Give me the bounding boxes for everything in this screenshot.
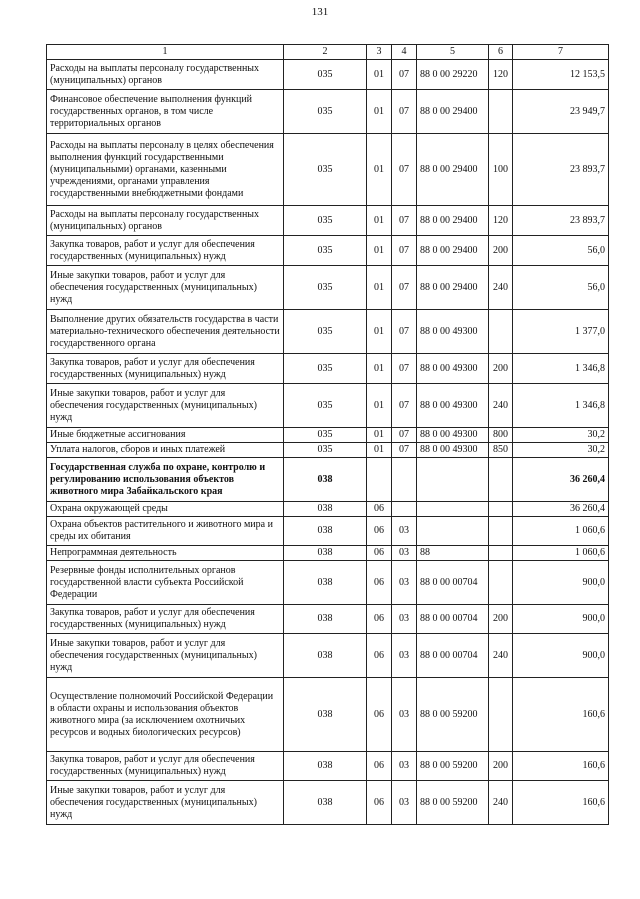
table-row (47, 781, 609, 825)
table-row (47, 310, 609, 354)
subsection-cell: 07 (392, 428, 417, 443)
target-article-cell: 88 0 00 00704 (417, 561, 489, 605)
grbs-cell: 035 (284, 354, 367, 384)
subsection-cell: 07 (392, 310, 417, 354)
target-article-cell: 88 0 00 29220 (417, 60, 489, 90)
subsection-cell: 03 (392, 561, 417, 605)
expense-type-cell (489, 678, 513, 752)
grbs-cell: 035 (284, 206, 367, 236)
expense-type-cell: 200 (489, 605, 513, 634)
row-name-cell: Иные закупки товаров, работ и услуг для обеспечения государственных (муниципальных) нужд (47, 634, 284, 678)
amount-cell: 36 260,4 (513, 502, 609, 517)
row-name-cell: Закупка товаров, работ и услуг для обеспечения государственных (муниципальных) нужд (47, 605, 284, 634)
section-cell: 06 (367, 502, 392, 517)
expense-type-cell: 240 (489, 781, 513, 825)
amount-cell: 12 153,5 (513, 60, 609, 90)
table-row (47, 443, 609, 458)
col-header: 6 (489, 45, 513, 60)
table-row (47, 678, 609, 752)
section-cell: 06 (367, 561, 392, 605)
amount-cell: 1 377,0 (513, 310, 609, 354)
grbs-cell: 038 (284, 752, 367, 781)
target-article-cell: 88 0 00 59200 (417, 678, 489, 752)
expense-type-cell: 200 (489, 752, 513, 781)
subsection-cell: 07 (392, 206, 417, 236)
grbs-cell: 035 (284, 266, 367, 310)
amount-cell: 23 893,7 (513, 206, 609, 236)
subsection-cell: 07 (392, 354, 417, 384)
subsection-cell: 07 (392, 266, 417, 310)
grbs-cell: 035 (284, 236, 367, 266)
table-row (47, 206, 609, 236)
table-row (47, 458, 609, 502)
amount-cell: 900,0 (513, 605, 609, 634)
expense-type-cell (489, 310, 513, 354)
amount-cell: 900,0 (513, 634, 609, 678)
section-cell: 06 (367, 546, 392, 561)
row-name-cell: Закупка товаров, работ и услуг для обеспечения государственных (муниципальных) нужд (47, 354, 284, 384)
expense-type-cell (489, 561, 513, 605)
row-name-cell: Резервные фонды исполнительных органов государственной власти субъекта Российской Федерации (47, 561, 284, 605)
amount-cell: 30,2 (513, 443, 609, 458)
target-article-cell (417, 517, 489, 546)
amount-cell: 30,2 (513, 428, 609, 443)
target-article-cell: 88 0 00 29400 (417, 266, 489, 310)
section-cell: 06 (367, 752, 392, 781)
row-name-cell: Непрограммная деятельность (47, 546, 284, 561)
target-article-cell (417, 502, 489, 517)
row-name-cell: Расходы на выплаты персоналу в целях обеспечения выполнения функций государственными (муниципальными) органами, казенными учреждениями, органами управления государственными внебюджетными фондами (47, 134, 284, 206)
subsection-cell (392, 458, 417, 502)
section-cell: 06 (367, 634, 392, 678)
expense-type-cell: 200 (489, 236, 513, 266)
table-row (47, 546, 609, 561)
section-cell (367, 458, 392, 502)
subsection-cell: 03 (392, 752, 417, 781)
table-row (47, 605, 609, 634)
grbs-cell: 038 (284, 561, 367, 605)
target-article-cell: 88 0 00 49300 (417, 354, 489, 384)
expense-type-cell: 120 (489, 60, 513, 90)
amount-cell: 1 060,6 (513, 546, 609, 561)
table-row (47, 236, 609, 266)
row-name-cell: Иные бюджетные ассигнования (47, 428, 284, 443)
col-header: 7 (513, 45, 609, 60)
subsection-cell: 07 (392, 443, 417, 458)
section-cell: 01 (367, 236, 392, 266)
table-row (47, 752, 609, 781)
section-cell: 01 (367, 60, 392, 90)
subsection-cell: 03 (392, 546, 417, 561)
target-article-cell: 88 0 00 29400 (417, 206, 489, 236)
target-article-cell: 88 0 00 49300 (417, 443, 489, 458)
target-article-cell: 88 0 00 00704 (417, 605, 489, 634)
table-row (47, 384, 609, 428)
row-name-cell: Закупка товаров, работ и услуг для обеспечения государственных (муниципальных) нужд (47, 236, 284, 266)
grbs-cell: 035 (284, 384, 367, 428)
row-name-cell: Осуществление полномочий Российской Федерации в области охраны и использования объектов животного мира (за исключением охотничьих ресурсов и водных биологических ресурсов) (47, 678, 284, 752)
table-row (47, 428, 609, 443)
grbs-cell: 038 (284, 634, 367, 678)
expense-type-cell: 240 (489, 634, 513, 678)
row-name-cell: Выполнение других обязательств государства в части материально-технического обеспечения деятельности государственного органа (47, 310, 284, 354)
col-header: 4 (392, 45, 417, 60)
table-row (47, 502, 609, 517)
grbs-cell: 038 (284, 781, 367, 825)
table-row (47, 134, 609, 206)
target-article-cell: 88 0 00 49300 (417, 310, 489, 354)
expense-type-cell (489, 517, 513, 546)
amount-cell: 56,0 (513, 266, 609, 310)
grbs-cell: 035 (284, 60, 367, 90)
target-article-cell: 88 0 00 00704 (417, 634, 489, 678)
subsection-cell: 03 (392, 678, 417, 752)
amount-cell: 160,6 (513, 752, 609, 781)
section-cell: 01 (367, 134, 392, 206)
row-name-cell: Иные закупки товаров, работ и услуг для обеспечения государственных (муниципальных) нужд (47, 266, 284, 310)
target-article-cell (417, 458, 489, 502)
section-cell: 06 (367, 678, 392, 752)
subsection-cell: 07 (392, 134, 417, 206)
target-article-cell: 88 0 00 29400 (417, 236, 489, 266)
row-name-cell: Государственная служба по охране, контролю и регулированию использования объектов животного мира Забайкальского края (47, 458, 284, 502)
target-article-cell: 88 0 00 29400 (417, 90, 489, 134)
grbs-cell: 038 (284, 517, 367, 546)
grbs-cell: 038 (284, 678, 367, 752)
subsection-cell: 07 (392, 90, 417, 134)
subsection-cell: 03 (392, 605, 417, 634)
expense-type-cell: 850 (489, 443, 513, 458)
section-cell: 01 (367, 206, 392, 236)
col-header: 2 (284, 45, 367, 60)
section-cell: 06 (367, 605, 392, 634)
target-article-cell: 88 (417, 546, 489, 561)
col-header: 3 (367, 45, 392, 60)
section-cell: 06 (367, 517, 392, 546)
expense-type-cell (489, 502, 513, 517)
section-cell: 06 (367, 781, 392, 825)
row-name-cell: Расходы на выплаты персоналу государственных (муниципальных) органов (47, 60, 284, 90)
section-cell: 01 (367, 384, 392, 428)
subsection-cell: 03 (392, 634, 417, 678)
page-number: 131 (311, 6, 329, 18)
amount-cell: 36 260,4 (513, 458, 609, 502)
expense-type-cell: 120 (489, 206, 513, 236)
grbs-cell: 035 (284, 428, 367, 443)
subsection-cell (392, 502, 417, 517)
section-cell: 01 (367, 354, 392, 384)
expense-type-cell: 240 (489, 384, 513, 428)
expense-type-cell: 100 (489, 134, 513, 206)
grbs-cell: 038 (284, 546, 367, 561)
col-header: 1 (47, 45, 284, 60)
row-name-cell: Охрана объектов растительного и животного мира и среды их обитания (47, 517, 284, 546)
row-name-cell: Финансовое обеспечение выполнения функций государственных органов, в том числе территориальных органов (47, 90, 284, 134)
table-row (47, 517, 609, 546)
table-row (47, 266, 609, 310)
table-row (47, 90, 609, 134)
subsection-cell: 03 (392, 517, 417, 546)
grbs-cell: 035 (284, 443, 367, 458)
row-name-cell: Иные закупки товаров, работ и услуг для обеспечения государственных (муниципальных) нужд (47, 384, 284, 428)
grbs-cell: 035 (284, 90, 367, 134)
amount-cell: 1 346,8 (513, 384, 609, 428)
amount-cell: 160,6 (513, 781, 609, 825)
table-row (47, 561, 609, 605)
grbs-cell: 038 (284, 605, 367, 634)
amount-cell: 900,0 (513, 561, 609, 605)
amount-cell: 23 949,7 (513, 90, 609, 134)
table-row (47, 354, 609, 384)
col-header: 5 (417, 45, 489, 60)
subsection-cell: 07 (392, 60, 417, 90)
table-row (47, 60, 609, 90)
expense-type-cell (489, 546, 513, 561)
target-article-cell: 88 0 00 49300 (417, 428, 489, 443)
section-cell: 01 (367, 428, 392, 443)
grbs-cell: 038 (284, 502, 367, 517)
grbs-cell: 038 (284, 458, 367, 502)
amount-cell: 1 346,8 (513, 354, 609, 384)
grbs-cell: 035 (284, 310, 367, 354)
target-article-cell: 88 0 00 59200 (417, 752, 489, 781)
table-row (47, 634, 609, 678)
expense-type-cell: 200 (489, 354, 513, 384)
grbs-cell: 035 (284, 134, 367, 206)
expense-type-cell (489, 90, 513, 134)
expense-type-cell: 240 (489, 266, 513, 310)
amount-cell: 56,0 (513, 236, 609, 266)
row-name-cell: Закупка товаров, работ и услуг для обеспечения государственных (муниципальных) нужд (47, 752, 284, 781)
amount-cell: 1 060,6 (513, 517, 609, 546)
target-article-cell: 88 0 00 49300 (417, 384, 489, 428)
row-name-cell: Иные закупки товаров, работ и услуг для обеспечения государственных (муниципальных) нужд (47, 781, 284, 825)
expense-type-cell (489, 458, 513, 502)
subsection-cell: 07 (392, 236, 417, 266)
subsection-cell: 07 (392, 384, 417, 428)
row-name-cell: Охрана окружающей среды (47, 502, 284, 517)
amount-cell: 23 893,7 (513, 134, 609, 206)
section-cell: 01 (367, 443, 392, 458)
section-cell: 01 (367, 90, 392, 134)
row-name-cell: Уплата налогов, сборов и иных платежей (47, 443, 284, 458)
amount-cell: 160,6 (513, 678, 609, 752)
target-article-cell: 88 0 00 59200 (417, 781, 489, 825)
section-cell: 01 (367, 266, 392, 310)
target-article-cell: 88 0 00 29400 (417, 134, 489, 206)
expense-type-cell: 800 (489, 428, 513, 443)
budget-table (46, 44, 609, 825)
subsection-cell: 03 (392, 781, 417, 825)
section-cell: 01 (367, 310, 392, 354)
header-row (47, 45, 609, 60)
row-name-cell: Расходы на выплаты персоналу государственных (муниципальных) органов (47, 206, 284, 236)
